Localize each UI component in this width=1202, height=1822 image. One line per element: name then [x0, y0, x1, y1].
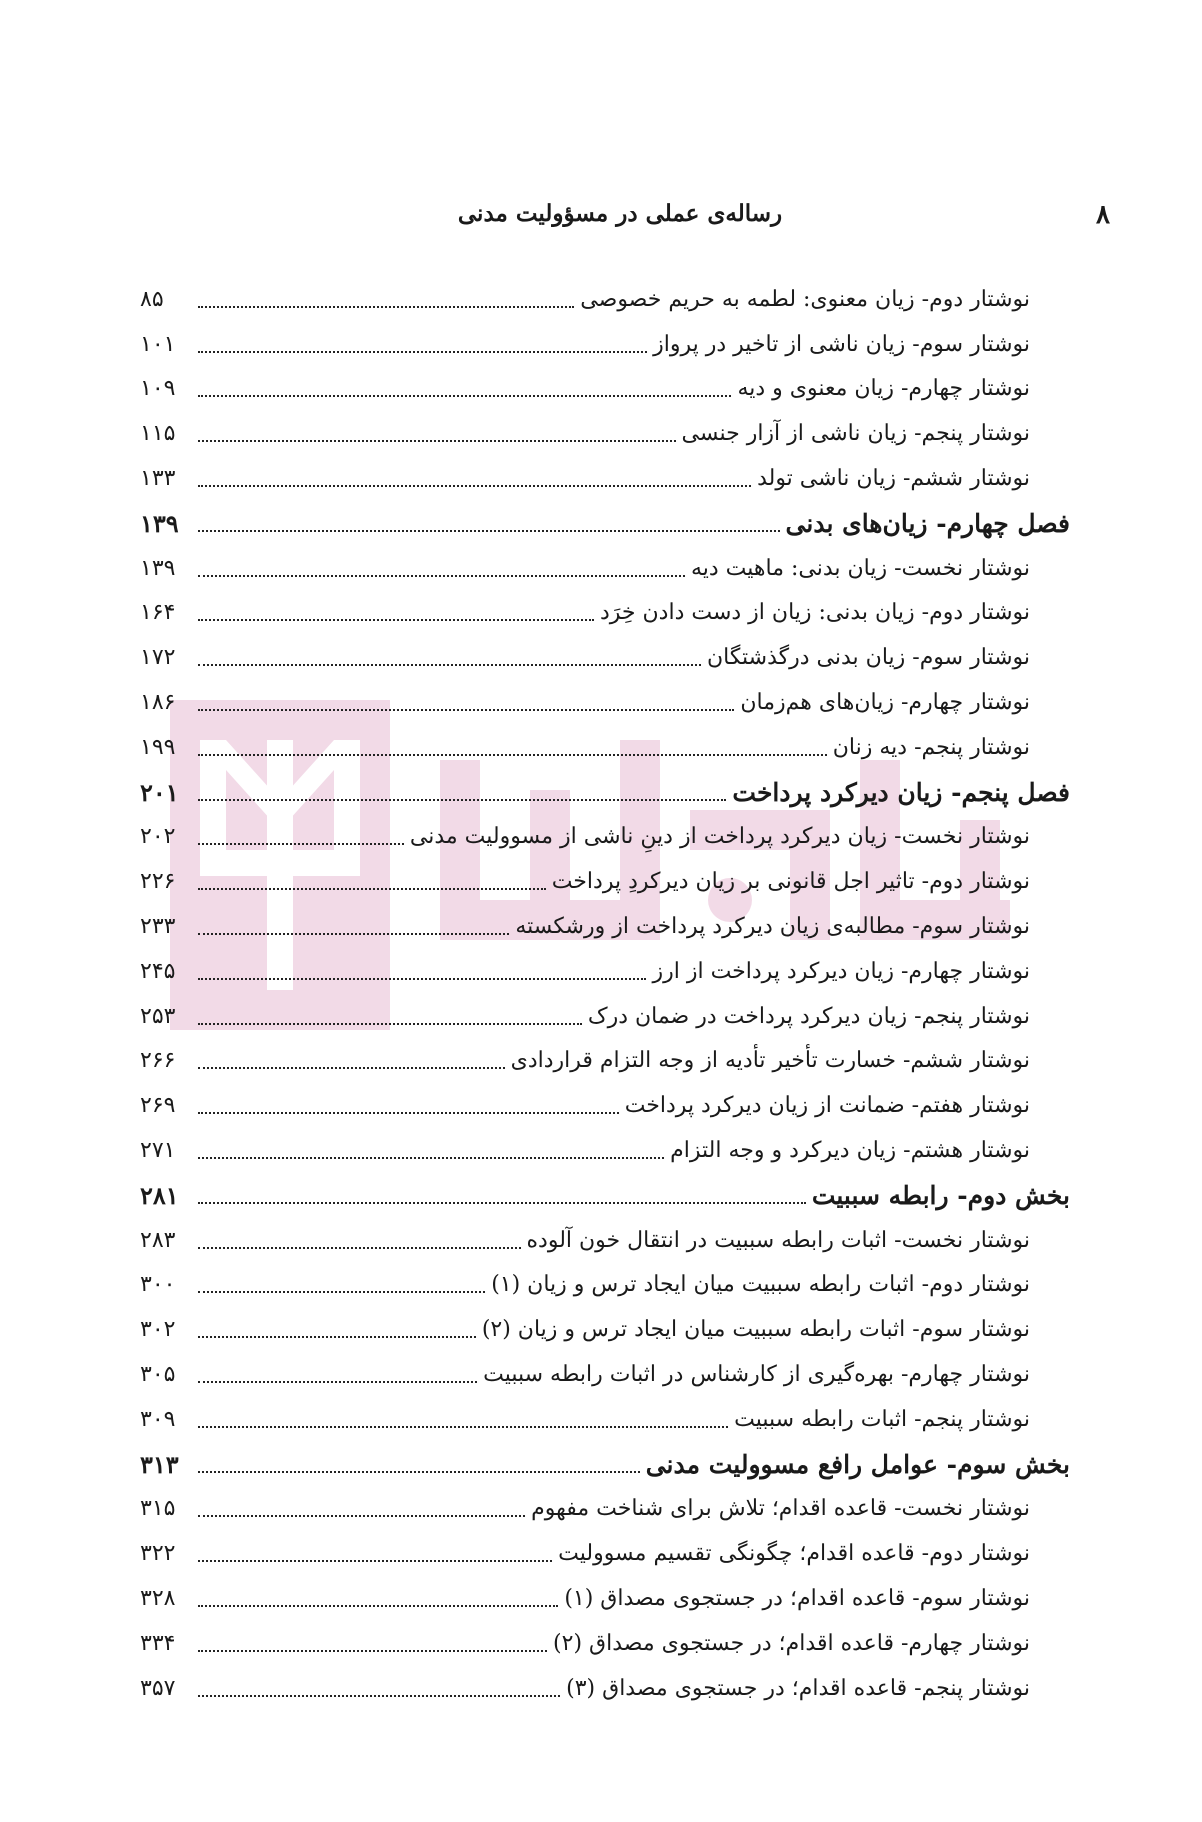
- toc-entry-title: نوشتار پنجم- دیه زنان: [832, 734, 1030, 760]
- toc-entry: [140, 1213, 1070, 1258]
- toc-entry-page-number: ۲۵۳: [140, 1003, 176, 1029]
- toc-entry: [140, 586, 1070, 631]
- toc-entry-page-number: ۳۵۷: [140, 1675, 176, 1701]
- toc-entry-page-number: ۱۳۳: [140, 465, 176, 491]
- toc-entry-page-number: ۱۳۹: [140, 508, 179, 538]
- toc-entry: [140, 1302, 1070, 1347]
- dot-leader: [198, 888, 546, 890]
- dot-leader: [198, 351, 647, 353]
- dot-leader: [198, 664, 701, 666]
- toc-entry-title: نوشتار هشتم- زیان دیرکرد و وجه التزام: [670, 1137, 1030, 1163]
- toc-entry-page-number: ۲۲۶: [140, 869, 176, 895]
- toc-entry-page-number: ۱۱۵: [140, 421, 176, 447]
- dot-leader: [198, 1381, 477, 1383]
- toc-entry: [140, 854, 1070, 899]
- dot-leader: [198, 306, 574, 308]
- toc-entry: [140, 944, 1070, 989]
- toc-entry-title: نوشتار دوم- زیان بدنی: زیان از دست دادن خِرَد: [599, 600, 1030, 626]
- toc-entry-page-number: ۳۳۴: [140, 1630, 176, 1656]
- toc-entry-page-number: ۱۹۹: [140, 734, 176, 760]
- toc-section-heading: [140, 496, 1070, 541]
- toc-entry-title: نوشتار پنجم- زیان دیرکرد پرداخت در ضمان درک: [587, 1003, 1030, 1029]
- toc-entry: [140, 1571, 1070, 1616]
- dot-leader: [198, 1023, 582, 1025]
- toc-entry-title: نوشتار سوم- اثبات رابطه سببیت میان ایجاد ترس و زیان (۲): [481, 1317, 1030, 1343]
- dot-leader: [198, 1695, 560, 1697]
- toc-entry: [140, 899, 1070, 944]
- toc-entry: [140, 1661, 1070, 1706]
- toc-entry-page-number: ۳۱۵: [140, 1496, 176, 1522]
- toc-entry-page-number: ۲۰۱: [140, 777, 179, 807]
- toc-entry-title: نوشتار سوم- قاعده اقدام؛ در جستجوی مصداق (۱): [564, 1585, 1030, 1611]
- toc-section-heading: [140, 765, 1070, 810]
- toc-entry: [140, 810, 1070, 855]
- dot-leader: [198, 1650, 547, 1652]
- dot-leader: [198, 1247, 521, 1249]
- toc-entry: [140, 720, 1070, 765]
- dot-leader: [198, 978, 646, 980]
- toc-entry-title: بخش دوم- رابطه سببیت: [811, 1180, 1070, 1210]
- toc-entry-page-number: ۳۰۵: [140, 1361, 176, 1387]
- toc-entry-title: نوشتار دوم- قاعده اقدام؛ چگونگی تقسیم مسوولیت: [558, 1541, 1030, 1567]
- toc-entry-title: نوشتار سوم- مطالبه‌ی زیان دیرکرد پرداخت از ورشکسته: [515, 913, 1030, 939]
- toc-entry: [140, 1258, 1070, 1303]
- toc-entry-page-number: ۱۸۶: [140, 689, 176, 715]
- dot-leader: [198, 754, 827, 756]
- toc-entry-title: نوشتار نخست- زیان بدنی: ماهیت دیه: [690, 555, 1030, 581]
- dot-leader: [198, 1202, 806, 1204]
- toc-entry: [140, 1078, 1070, 1123]
- dot-leader: [198, 1471, 640, 1473]
- toc-entry-page-number: ۱۶۴: [140, 600, 176, 626]
- dot-leader: [198, 1112, 619, 1114]
- toc-entry: [140, 1392, 1070, 1437]
- table-of-contents: [140, 272, 1070, 1706]
- dot-leader: [198, 1560, 552, 1562]
- toc-entry: [140, 1482, 1070, 1527]
- toc-entry-title: نوشتار چهارم- زیان‌های هم‌زمان: [740, 689, 1030, 715]
- toc-entry-title: بخش سوم- عوامل رافع مسوولیت مدنی: [645, 1449, 1070, 1479]
- toc-entry-title: نوشتار نخست- اثبات رابطه سببیت در انتقال خون آلوده: [526, 1227, 1030, 1253]
- toc-entry-page-number: ۲۷۱: [140, 1137, 176, 1163]
- toc-entry-title: نوشتار دوم- تاثیر اجل قانونی بر زیان دیرکردِ پرداخت: [551, 869, 1030, 895]
- toc-entry-page-number: ۳۰۰: [140, 1272, 176, 1298]
- dot-leader: [198, 395, 731, 397]
- toc-entry: [140, 451, 1070, 496]
- toc-entry-title: نوشتار چهارم- زیان معنوی و دیه: [737, 376, 1030, 402]
- toc-entry-page-number: ۱۳۹: [140, 555, 176, 581]
- toc-entry-title: نوشتار پنجم- اثبات رابطه سببیت: [734, 1406, 1030, 1432]
- toc-entry-page-number: ۲۶۹: [140, 1093, 176, 1119]
- toc-entry-page-number: ۸۵: [140, 286, 164, 312]
- toc-entry: [140, 989, 1070, 1034]
- toc-entry-page-number: ۲۰۲: [140, 824, 176, 850]
- dot-leader: [198, 799, 726, 801]
- toc-entry-page-number: ۳۲۲: [140, 1541, 176, 1567]
- toc-entry-title: نوشتار هفتم- ضمانت از زیان دیرکرد پرداخت: [624, 1093, 1030, 1119]
- dot-leader: [198, 1426, 728, 1428]
- toc-entry-title: نوشتار نخست- قاعده اقدام؛ تلاش برای شناخت مفهوم: [531, 1496, 1030, 1522]
- toc-entry: [140, 1347, 1070, 1392]
- toc-entry-title: فصل پنجم- زیان دیرکرد پرداخت: [732, 777, 1070, 807]
- toc-entry-title: نوشتار چهارم- قاعده اقدام؛ در جستجوی مصداق (۲): [553, 1630, 1030, 1656]
- dot-leader: [198, 575, 685, 577]
- toc-entry-title: نوشتار چهارم- بهره‌گیری از کارشناس در اثبات رابطه سببیت: [483, 1361, 1030, 1387]
- dot-leader: [198, 709, 734, 711]
- toc-entry-title: نوشتار پنجم- قاعده اقدام؛ در جستجوی مصداق (۳): [566, 1675, 1030, 1701]
- dot-leader: [198, 933, 509, 935]
- toc-entry-title: نوشتار نخست- زیان دیرکرد پرداخت از دینِ ناشی از مسوولیت مدنی: [409, 824, 1030, 850]
- page-header: [130, 200, 1110, 240]
- dot-leader: [198, 1605, 558, 1607]
- toc-entry: [140, 541, 1070, 586]
- toc-entry-page-number: ۱۷۲: [140, 645, 176, 671]
- dot-leader: [198, 1067, 505, 1069]
- toc-entry: [140, 1034, 1070, 1079]
- toc-entry: [140, 1616, 1070, 1661]
- toc-entry-page-number: ۲۴۵: [140, 958, 176, 984]
- toc-entry-title: فصل چهارم- زیان‌های بدنی: [785, 508, 1070, 538]
- toc-entry: [140, 406, 1070, 451]
- toc-entry-page-number: ۱۰۹: [140, 376, 176, 402]
- toc-entry: [140, 675, 1070, 720]
- toc-entry: [140, 362, 1070, 407]
- toc-entry-page-number: ۳۰۹: [140, 1406, 176, 1432]
- toc-entry-page-number: ۳۱۳: [140, 1449, 179, 1479]
- toc-entry-page-number: ۱۰۱: [140, 331, 176, 357]
- dot-leader: [198, 1157, 664, 1159]
- toc-entry-title: نوشتار دوم- زیان معنوی: لطمه به حریم خصوصی: [580, 286, 1030, 312]
- toc-entry-page-number: ۲۸۱: [140, 1180, 179, 1210]
- toc-entry: [140, 272, 1070, 317]
- toc-entry-page-number: ۳۲۸: [140, 1585, 176, 1611]
- dot-leader: [198, 530, 780, 532]
- toc-section-heading: [140, 1437, 1070, 1482]
- toc-entry-title: نوشتار چهارم- زیان دیرکرد پرداخت از ارز: [652, 958, 1030, 984]
- dot-leader: [198, 485, 751, 487]
- running-title: رساله‌ی عملی در مسؤولیت مدنی: [457, 200, 783, 227]
- dot-leader: [198, 1515, 525, 1517]
- dot-leader: [198, 440, 676, 442]
- toc-entry-page-number: ۲۶۶: [140, 1048, 176, 1074]
- toc-entry: [140, 630, 1070, 675]
- toc-entry-title: نوشتار ششم- خسارت تأخیر تأدیه از وجه التزام قراردادی: [510, 1048, 1030, 1074]
- toc-section-heading: [140, 1168, 1070, 1213]
- dot-leader: [198, 1336, 476, 1338]
- dot-leader: [198, 1291, 485, 1293]
- dot-leader: [198, 619, 594, 621]
- toc-entry-page-number: ۲۳۳: [140, 913, 176, 939]
- toc-entry-title: نوشتار دوم- اثبات رابطه سببیت میان ایجاد ترس و زیان (۱): [491, 1272, 1030, 1298]
- toc-entry: [140, 1526, 1070, 1571]
- toc-entry-title: نوشتار سوم- زیان بدنی درگذشتگان: [707, 645, 1030, 671]
- toc-entry-page-number: ۲۸۳: [140, 1227, 176, 1253]
- toc-entry-title: نوشتار سوم- زیان ناشی از تاخیر در پرواز: [653, 331, 1030, 357]
- toc-entry-title: نوشتار ششم- زیان ناشی تولد: [757, 465, 1030, 491]
- page-number: ۸: [1096, 200, 1110, 230]
- toc-entry-page-number: ۳۰۲: [140, 1317, 176, 1343]
- toc-entry: [140, 1123, 1070, 1168]
- toc-entry: [140, 317, 1070, 362]
- dot-leader: [198, 843, 404, 845]
- toc-entry-title: نوشتار پنجم- زیان ناشی از آزار جنسی: [681, 421, 1030, 447]
